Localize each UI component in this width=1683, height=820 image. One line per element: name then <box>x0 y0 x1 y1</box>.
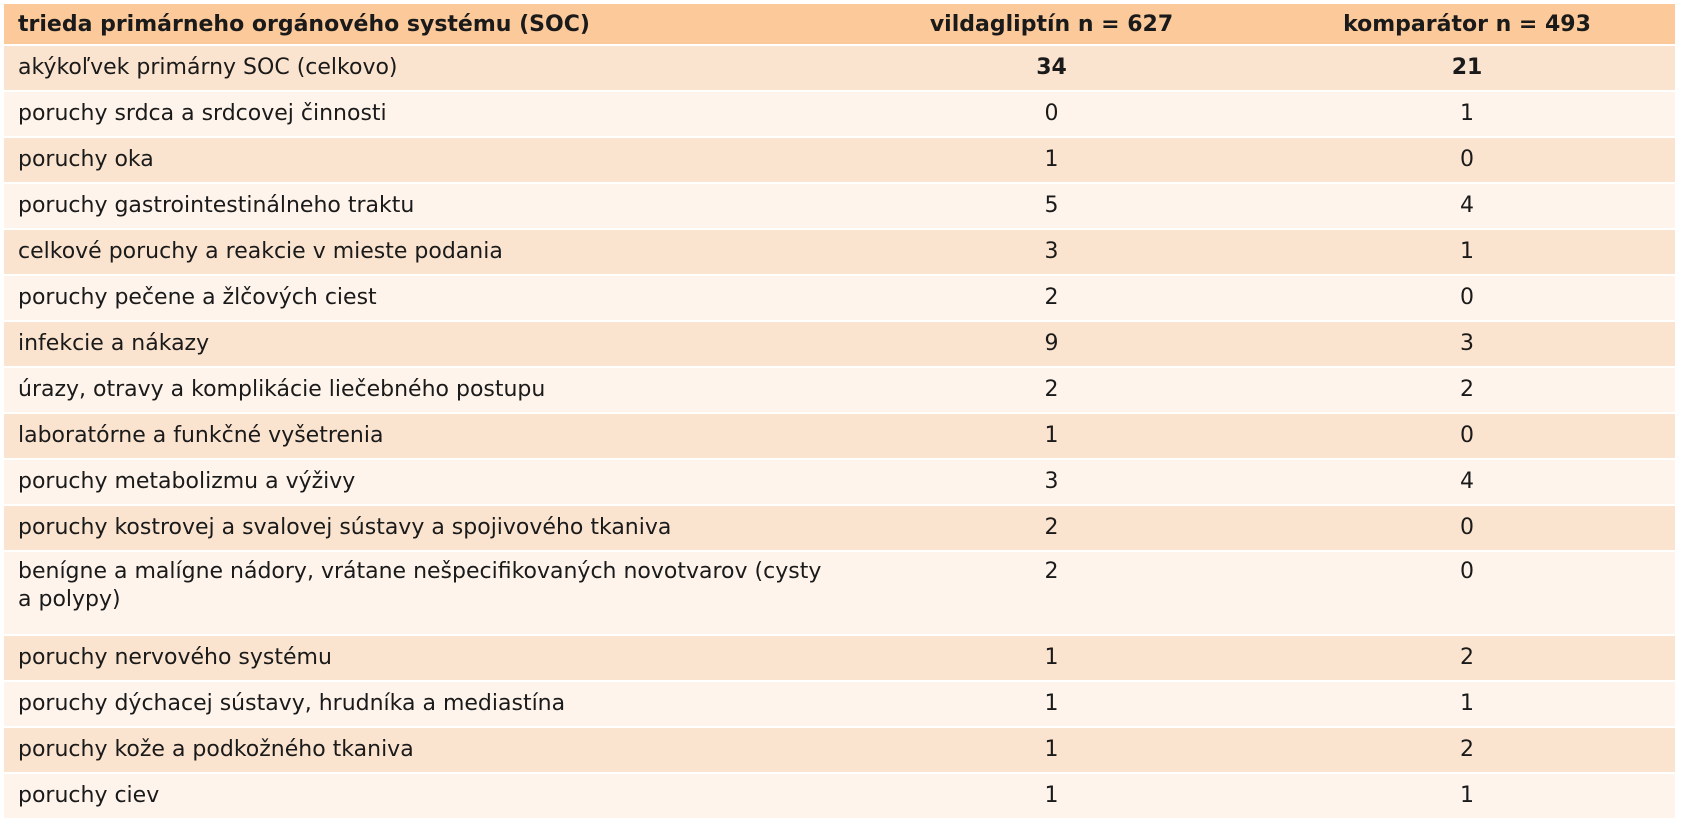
row-label: akýkoľvek primárny SOC (celkovo) <box>4 45 844 91</box>
table-row <box>4 367 1675 413</box>
row-label: úrazy, otravy a komplikácie liečebného postupu <box>4 367 844 413</box>
row-label: laboratórne a funkčné vyšetrenia <box>4 413 844 459</box>
table-row <box>4 45 1675 91</box>
table-row <box>4 321 1675 367</box>
table-row <box>4 727 1675 773</box>
row-comparator-value: 1 <box>1259 91 1675 137</box>
table-row <box>4 137 1675 183</box>
row-label: poruchy kože a podkožného tkaniva <box>4 727 844 773</box>
adverse-events-table-container <box>4 4 1675 820</box>
row-vildagliptin-value: 3 <box>844 459 1259 505</box>
row-vildagliptin-value: 34 <box>844 45 1259 91</box>
header-soc: trieda primárneho orgánového systému (SOC) <box>4 4 844 45</box>
table-row <box>4 183 1675 229</box>
row-comparator-value: 1 <box>1259 229 1675 275</box>
row-comparator-value: 1 <box>1259 681 1675 727</box>
row-vildagliptin-value: 9 <box>844 321 1259 367</box>
row-comparator-value: 0 <box>1259 505 1675 551</box>
row-label: poruchy pečene a žlčových ciest <box>4 275 844 321</box>
table-row <box>4 459 1675 505</box>
table-row <box>4 551 1675 635</box>
row-vildagliptin-value: 1 <box>844 773 1259 819</box>
table-row <box>4 635 1675 681</box>
row-vildagliptin-value: 1 <box>844 635 1259 681</box>
table-row <box>4 773 1675 819</box>
row-label: benígne a malígne nádory, vrátane nešpecifikovaných novotvarov (cysty a polypy) <box>4 551 844 635</box>
adverse-events-table <box>4 4 1675 820</box>
row-label: poruchy ciev <box>4 773 844 819</box>
row-vildagliptin-value: 2 <box>844 275 1259 321</box>
row-vildagliptin-value: 1 <box>844 681 1259 727</box>
row-label: poruchy oka <box>4 137 844 183</box>
row-label: celkové poruchy a reakcie v mieste podania <box>4 229 844 275</box>
row-vildagliptin-value: 2 <box>844 551 1259 635</box>
row-label: poruchy nervového systému <box>4 635 844 681</box>
row-comparator-value: 1 <box>1259 773 1675 819</box>
row-comparator-value: 2 <box>1259 635 1675 681</box>
row-comparator-value: 21 <box>1259 45 1675 91</box>
row-comparator-value: 2 <box>1259 367 1675 413</box>
row-vildagliptin-value: 1 <box>844 413 1259 459</box>
table-row <box>4 91 1675 137</box>
row-comparator-value: 2 <box>1259 727 1675 773</box>
table-row <box>4 505 1675 551</box>
row-comparator-value: 0 <box>1259 413 1675 459</box>
table-row <box>4 229 1675 275</box>
row-vildagliptin-value: 1 <box>844 137 1259 183</box>
row-comparator-value: 4 <box>1259 183 1675 229</box>
row-label: poruchy metabolizmu a výživy <box>4 459 844 505</box>
row-label: poruchy kostrovej a svalovej sústavy a spojivového tkaniva <box>4 505 844 551</box>
row-label: poruchy gastrointestinálneho traktu <box>4 183 844 229</box>
header-row <box>4 4 1675 45</box>
table-header <box>4 4 1675 45</box>
table-row <box>4 275 1675 321</box>
row-vildagliptin-value: 2 <box>844 505 1259 551</box>
table-row <box>4 681 1675 727</box>
row-vildagliptin-value: 2 <box>844 367 1259 413</box>
row-label: poruchy dýchacej sústavy, hrudníka a mediastína <box>4 681 844 727</box>
row-comparator-value: 0 <box>1259 551 1675 635</box>
row-vildagliptin-value: 0 <box>844 91 1259 137</box>
row-label: infekcie a nákazy <box>4 321 844 367</box>
row-vildagliptin-value: 1 <box>844 727 1259 773</box>
row-vildagliptin-value: 5 <box>844 183 1259 229</box>
row-vildagliptin-value: 3 <box>844 229 1259 275</box>
row-label: poruchy srdca a srdcovej činnosti <box>4 91 844 137</box>
row-comparator-value: 4 <box>1259 459 1675 505</box>
header-comparator: komparátor n = 493 <box>1259 4 1675 45</box>
table-body <box>4 45 1675 819</box>
header-vildagliptin: vildagliptín n = 627 <box>844 4 1259 45</box>
row-comparator-value: 3 <box>1259 321 1675 367</box>
table-row <box>4 413 1675 459</box>
row-comparator-value: 0 <box>1259 137 1675 183</box>
row-comparator-value: 0 <box>1259 275 1675 321</box>
